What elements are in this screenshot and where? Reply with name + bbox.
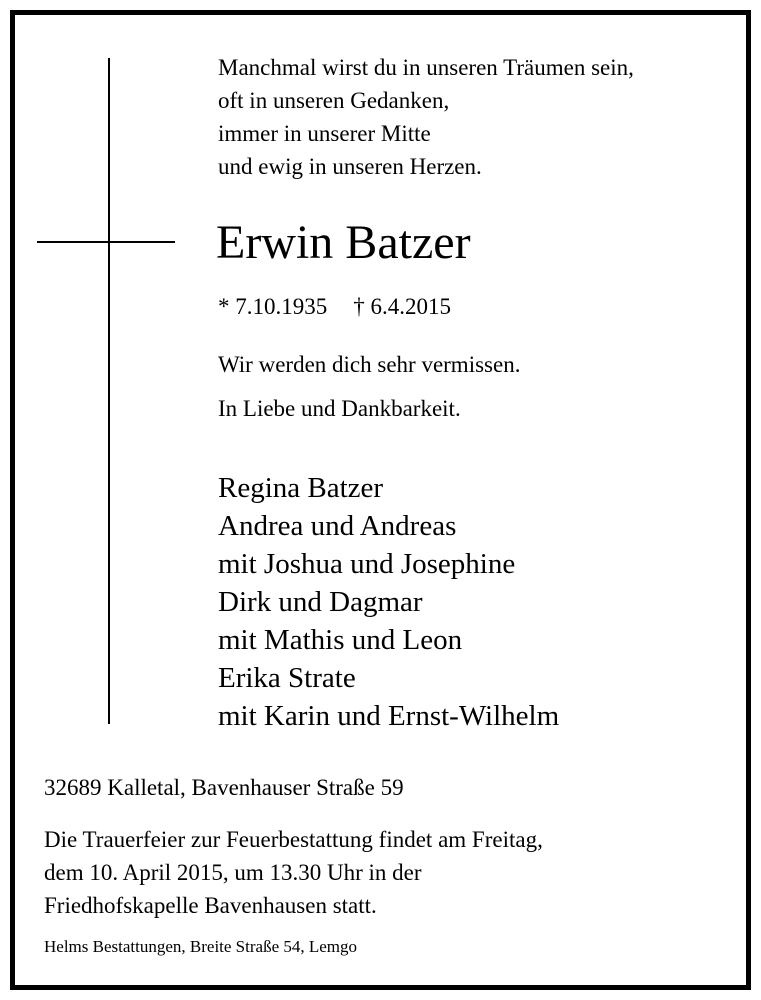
mourner-line: mit Karin und Ernst-Wilhelm [218, 700, 560, 732]
cross-symbol-horizontal [37, 241, 175, 243]
farewell-message [218, 343, 520, 431]
poem-line: und ewig in unseren Herzen. [218, 154, 482, 179]
mourner-line: Erika Strate [218, 662, 356, 694]
ceremony-line: dem 10. April 2015, um 13.30 Uhr in der [44, 860, 422, 885]
mourner-line: Dirk und Dagmar [218, 586, 423, 618]
undertaker-info: Helms Bestattungen, Breite Straße 54, Lemgo [44, 937, 358, 956]
mourner-line: mit Joshua und Josephine [218, 548, 516, 580]
mourner-line: mit Mathis und Leon [218, 624, 463, 656]
message-line: In Liebe und Dankbarkeit. [218, 396, 461, 421]
poem-line: Manchmal wirst du in unseren Träumen sein, [218, 55, 634, 80]
death-date: † 6.4.2015 [353, 294, 451, 319]
life-dates [218, 292, 451, 322]
poem-line: immer in unserer Mitte [218, 121, 431, 146]
ceremony-line: Friedhofskapelle Bavenhausen statt. [44, 893, 377, 918]
family-address: 32689 Kalletal, Bavenhauser Straße 59 [44, 775, 404, 800]
ceremony-info [44, 823, 543, 922]
message-line: Wir werden dich sehr vermissen. [218, 352, 521, 377]
deceased-name: Erwin Batzer [216, 216, 471, 269]
mourner-line: Regina Batzer [218, 472, 384, 504]
poem-line: oft in unseren Gedanken, [218, 88, 450, 113]
ceremony-line: Die Trauerfeier zur Feuerbestattung findet am Freitag, [44, 827, 543, 852]
mourners-list [218, 469, 559, 735]
mourner-line: Andrea und Andreas [218, 510, 457, 542]
cross-symbol-vertical [108, 58, 110, 724]
poem [218, 51, 634, 183]
birth-date: * 7.10.1935 [218, 294, 328, 319]
